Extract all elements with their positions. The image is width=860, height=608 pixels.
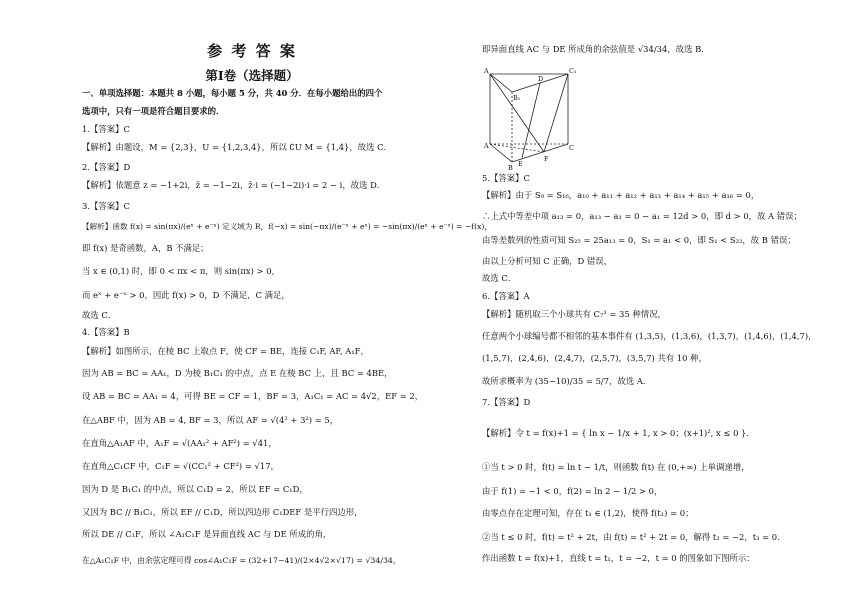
explanation-line: 即异面直线 AC 与 DE 所成角的余弦值是 √34/34，故选 B．	[482, 44, 710, 54]
explanation-line: 故选 C．	[82, 310, 117, 320]
explanation-line: 【解析】随机取三个小球共有 C₇³ = 35 种情况，	[482, 309, 666, 319]
explanation-line: 在直角△A₁AF 中，A₁F = √(AA₁² + AF²) = √41，	[82, 438, 277, 448]
line-d-e	[522, 83, 540, 158]
page-title: 参 考 答 案	[207, 42, 297, 60]
explanation-line: ②当 t ≤ 0 时，f(t) = t² + 2t，由 f(t) = t² + 2t = 0，解得 t₂ = −2，t₃ = 0．	[482, 532, 786, 542]
answer-5: 5.【答案】C	[482, 173, 530, 183]
explanation-line: 由于 f(1) = −1 < 0，f(2) = ln 2 − 1/2 > 0，	[482, 486, 663, 496]
label-b: B	[508, 164, 513, 172]
line-c1-f	[544, 74, 568, 152]
edge-base-left	[490, 144, 512, 162]
explanation-line: (1,5,7)，(2,4,6)，(2,4,7)，(2,5,7)，(3,5,7) 共有 10 种，	[482, 353, 707, 363]
explanation-line: 设 AB = BC = AA₁ = 4，可得 BE = CF = 1，BF = 3，A₁C₁ = AC = 4√2，EF = 2，	[82, 391, 424, 401]
explanation-line: 即 f(x) 是奇函数，A，B 不满足；	[82, 243, 209, 253]
explanation-line: 所以 DE // C₁F，所以 ∠A₁C₁F 是异面直线 AC 与 DE 所成的角，	[82, 529, 332, 539]
explanation-line: ①当 t > 0 时，f(t) = ln t − 1/t，则函数 f(t) 在 (0,+∞) 上单调递增，	[482, 462, 750, 472]
answer-3: 3.【答案】C	[82, 201, 130, 211]
explanation-line: 故所求概率为 (35−10)/35 = 5/7，故选 A．	[482, 376, 652, 386]
answer-6: 6.【答案】A	[482, 291, 530, 301]
explanation-line: 在△ABF 中，因为 AB = 4, BF = 3，所以 AF = √(4² + 3²) = 5，	[82, 415, 339, 425]
prism-figure	[482, 62, 594, 172]
explanation-line: 【解析】如图所示，在棱 BC 上取点 F，使 CF = BE，连接 C₁F, AF, A₁F，	[82, 346, 369, 356]
explanation-line: 【解析】令 t = f(x)+1 = { ln x − 1/x + 1, x > 0；(x+1)², x ≤ 0 }．	[482, 428, 755, 438]
explanation-line: 故选 C．	[482, 273, 517, 283]
explanation-line: 因为 D 是 B₁C₁ 的中点，所以 C₁D = 2，所以 EF = C₁D，	[82, 484, 308, 494]
explanation-line: 【解析】由题设，M = {2,3}，U = {1,2,3,4}，所以 ∁U M = {1,4}，故选 C．	[82, 142, 392, 152]
explanation-line: 在△A₁C₁F 中，由余弦定理可得 cos∠A₁C₁F = (32+17−41)/(2×4√2×√17) = √34/34，	[82, 556, 401, 565]
explanation-line: 而 eˣ + e⁻ˣ > 0，因此 f(x) > 0，D 不满足，C 满足，	[82, 290, 290, 300]
answer-4: 4.【答案】B	[82, 327, 130, 337]
label-e: E	[518, 160, 523, 168]
label-c: C	[569, 144, 574, 152]
explanation-line: 在直角△C₁CF 中，C₁F = √(CC₁² + CF²) = √17，	[82, 461, 279, 471]
explanation-line: 由以上分析可知 C 正确，D 错误，	[482, 256, 612, 266]
explanation-line: ∴上式中等差中项 a₁₃ = 0，a₁₃ − a₁ = 0 − a₁ = 12d > 0，即 d > 0，故 A 错误；	[482, 211, 802, 221]
answer-7: 7.【答案】D	[482, 397, 531, 407]
section-heading-line2: 选项中，只有一项是符合题目要求的．	[82, 106, 225, 116]
explanation-line: 【解析】函数 f(x) = sin(πx)/(eˣ + e⁻ˣ) 定义域为 R，f(−x) = sin(−πx)/(e⁻ˣ + eˣ) = −sin(πx)/(eˣ + e⁻ˣ) = −f(x)，	[82, 222, 492, 231]
explanation-line: 任意两个小球编号都不相邻的基本事件有 (1,3,5)，(1,3,6)，(1,3,7)，(1,4,6)，(1,4,7)，	[482, 331, 817, 341]
explanation-line: 由零点存在定理可知，存在 t₁ ∈ (1,2)，使得 f(t₁) = 0；	[482, 508, 694, 518]
answer-2: 2.【答案】D	[82, 162, 131, 172]
explanation-line: 又因为 BC // B₁C₁，所以 EF // C₁D，所以四边形 C₁DEF 是平行四边形，	[82, 507, 363, 517]
explanation-line: 由等差数列的性质可知 S₂₅ = 25a₁₃ = 0，S₁ = a₁ < 0，即 S₁ < S₂₂，故 B 错误；	[482, 235, 796, 245]
label-a1: A	[484, 67, 489, 75]
volume-subtitle: 第Ⅰ卷（选择题）	[205, 68, 299, 83]
explanation-line: 因为 AB = BC = AA₁，D 为棱 B₁C₁ 的中点，点 E 在棱 BC 上，且 BC = 4BE，	[82, 368, 393, 378]
explanation-line: 作出函数 t = f(x)+1，直线 t = t₁，t = −2，t = 0 的图象如下图所示：	[482, 553, 755, 563]
label-b1: B₁	[513, 94, 521, 102]
explanation-line: 当 x ∈ (0,1) 时，即 0 < πx < π，则 sin(πx) > 0，	[82, 266, 280, 276]
explanation-line: 【解析】依题意 z = −1+2i，z̄ = −1−2i，z̄·i = (−1−2i)·i = 2 − i，故选 D．	[82, 180, 386, 190]
line-a1-f	[490, 74, 544, 152]
label-d: D	[538, 75, 544, 83]
label-c1: C₁	[569, 67, 577, 75]
explanation-line: 【解析】由于 S₉ = S₁₆，a₁₀ + a₁₁ + a₁₂ + a₁₃ + a₁₄ + a₁₅ + a₁₆ = 0，	[482, 190, 760, 200]
answer-1: 1.【答案】C	[82, 124, 130, 134]
label-f: F	[544, 155, 549, 163]
label-a: A	[484, 142, 489, 150]
section-heading-line1: 一、单项选择题：本题共 8 小题，每小题 5 分，共 40 分．在每小题给出的四个	[82, 88, 383, 98]
